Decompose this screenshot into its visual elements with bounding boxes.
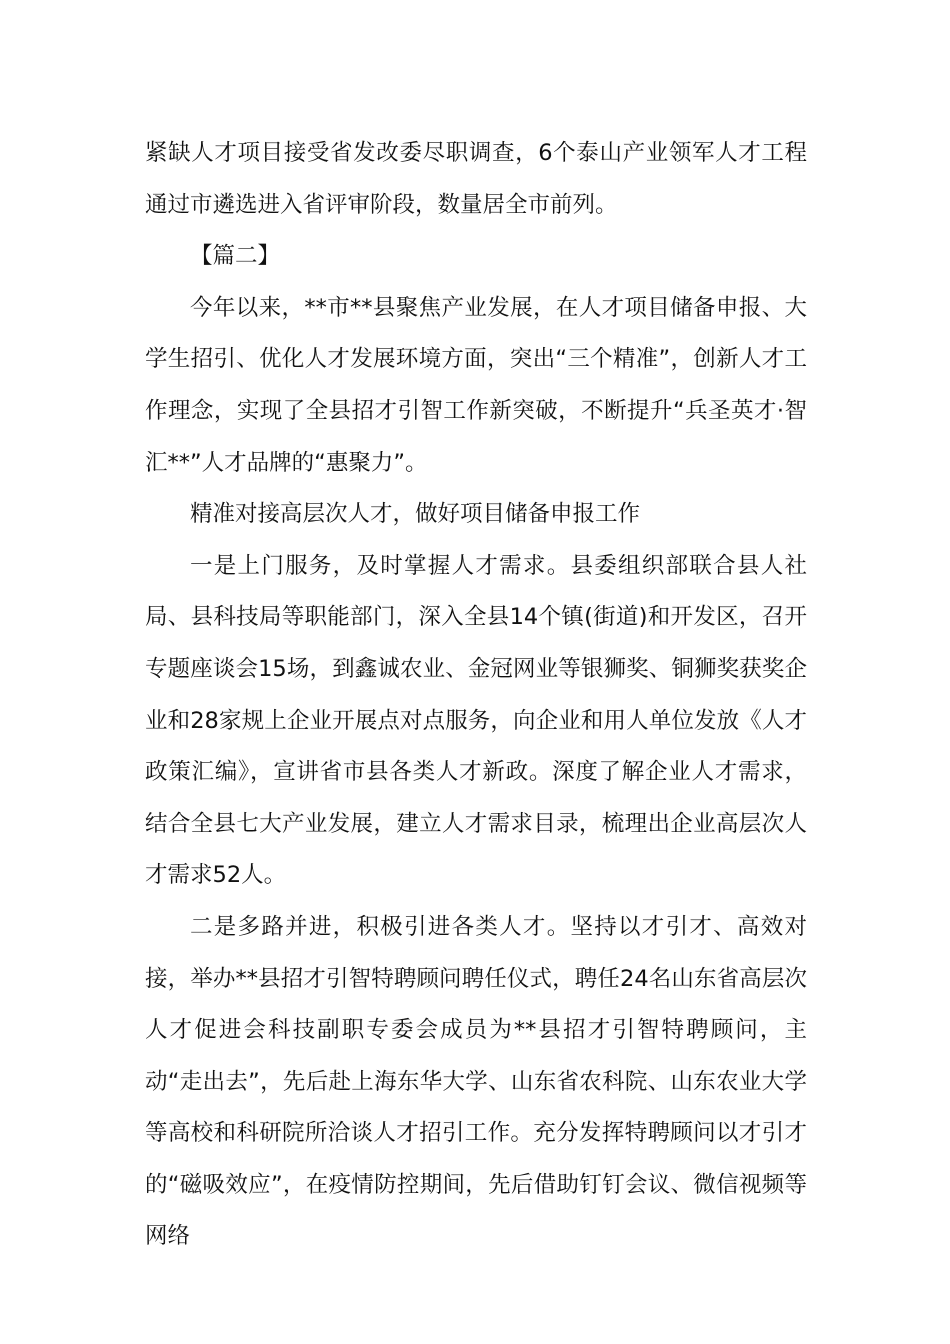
- paragraph-point-one: 一是上门服务，及时掌握人才需求。县委组织部联合县人社局、县科技局等职能部门，深入全县14个镇(街道)和开发区，召开专题座谈会15场，到鑫诚农业、金冠网业等银狮奖、铜狮奖获奖企业和28家规上企业开展点对点服务，向企业和用人单位发放《人才政策汇编》，宣讲省市县各类人才新政。深度了解企业人才需求，结合全县七大产业发展，建立人才需求目录，梳理出企业高层次人才需求52人。: [145, 552, 807, 889]
- document-body: [145, 128, 807, 1263]
- section-heading-pian-er: 【篇二】: [190, 243, 281, 270]
- subheading-precise-docking: 精准对接高层次人才，做好项目储备申报工作: [190, 501, 641, 528]
- paragraph-1: 紧缺人才项目接受省发改委尽职调查，6个泰山产业领军人才工程通过市遴选进入省评审阶段，数量居全市前列。: [145, 140, 807, 218]
- paragraph-point-two: 二是多路并进，积极引进各类人才。坚持以才引才、高效对接，举办**县招才引智特聘顾问聘任仪式，聘任24名山东省高层次人才促进会科技副职专委会成员为**县招才引智特聘顾问，主动“走出去”，先后赴上海东华大学、山东省农科院、山东农业大学等高校和科研院所洽谈人才招引工作。充分发挥特聘顾问以才引才的“磁吸效应”，在疫情防控期间，先后借助钉钉会议、微信视频等网络: [145, 913, 807, 1250]
- paragraph-intro: 今年以来，**市**县聚焦产业发展，在人才项目储备申报、大学生招引、优化人才发展环境方面，突出“三个精准”，创新人才工作理念，实现了全县招才引智工作新突破，不断提升“兵圣英才·智汇**”人才品牌的“惠聚力”。: [145, 294, 807, 476]
